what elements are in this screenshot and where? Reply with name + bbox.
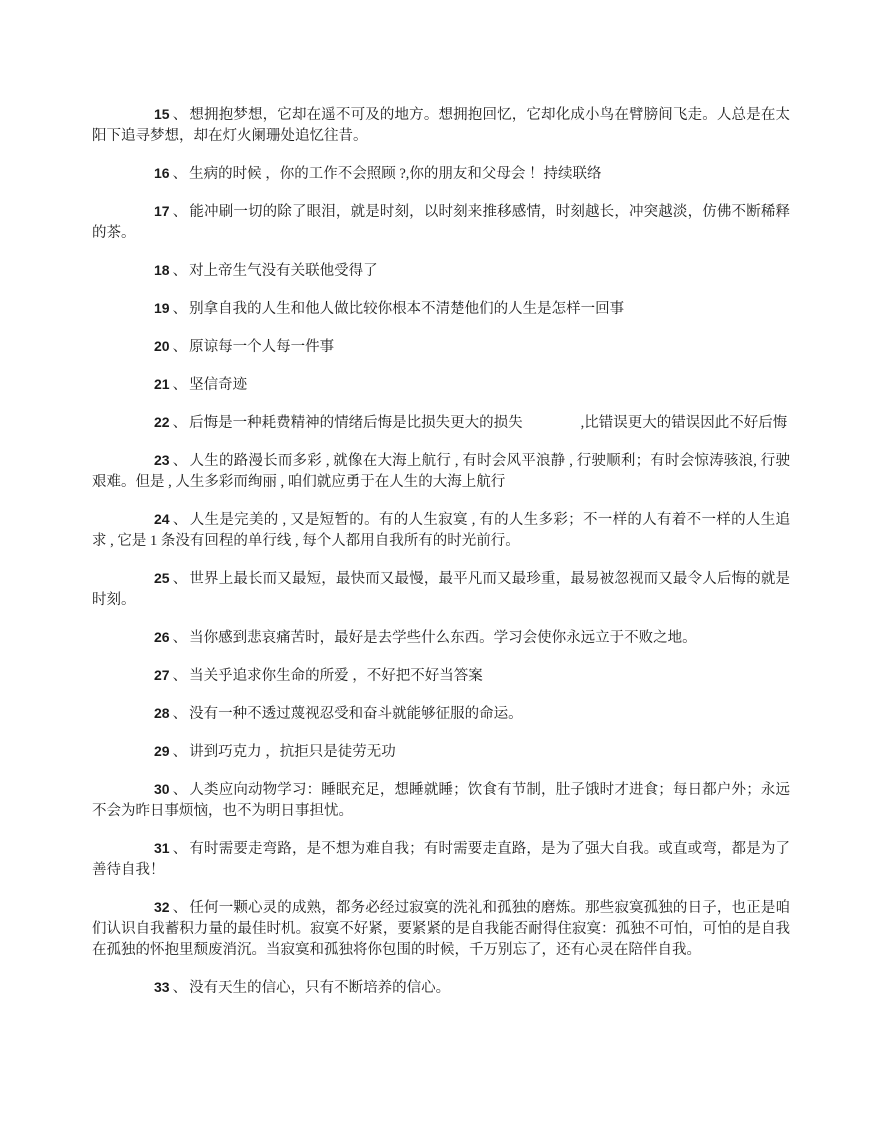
quote-number: 25 <box>154 570 170 586</box>
quote-number: 18 <box>154 262 170 278</box>
list-separator: 、 <box>172 706 188 722</box>
list-separator: 、 <box>172 415 188 431</box>
quote-item <box>92 201 790 244</box>
quote-number: 30 <box>154 781 170 797</box>
quote-text: 后悔是一种耗费精神的情绪后悔是比损失更大的损失 ,比错误更大的错误因此不好后悔 <box>189 415 788 431</box>
quote-item <box>92 450 790 493</box>
list-separator: 、 <box>172 377 188 393</box>
quote-text: 人生是完美的 , 又是短暂的。有的人生寂寞 , 有的人生多彩；不一样的人有着不一样的人生追求 , 它是 1 条没有回程的单行线 , 每个人都用自我所有的时光前行。 <box>92 512 790 549</box>
quote-item <box>92 897 790 961</box>
quote-number: 29 <box>154 743 170 759</box>
quote-text: 想拥抱梦想，它却在遥不可及的地方。想拥抱回忆，它却化成小鸟在臂膀间飞走。人总是在太阳下追寻梦想，却在灯火阑珊处追忆往昔。 <box>92 107 791 144</box>
quote-number: 15 <box>154 106 170 122</box>
quote-text: 坚信奇迹 <box>189 377 248 393</box>
quote-item <box>92 838 790 881</box>
list-separator: 、 <box>172 571 188 587</box>
quote-text: 生病的时候 ，你的工作不会照顾 ?,你的朋友和父母会 ！持续联络 <box>189 166 602 182</box>
quote-item <box>92 298 790 320</box>
quote-text: 有时需要走弯路，是不想为难自我；有时需要走直路，是为了强大自我。或直或弯，都是为了善待自我！ <box>92 841 791 878</box>
quote-text: 对上帝生气没有关联他受得了 <box>189 263 378 279</box>
quote-number: 32 <box>154 899 170 915</box>
list-separator: 、 <box>172 301 188 317</box>
quote-item <box>92 163 790 185</box>
list-separator: 、 <box>172 166 188 182</box>
quote-number: 22 <box>154 414 170 430</box>
quote-text: 人生的路漫长而多彩 , 就像在大海上航行 , 有时会风平浪静 , 行驶顺利；有时会惊涛骇浪, 行驶艰难。但是 , 人生多彩而绚丽 , 咱们就应勇于在人生的大海上航行 <box>92 453 790 490</box>
quote-text: 任何一颗心灵的成熟，都务必经过寂寞的洗礼和孤独的磨炼。那些寂寞孤独的日子，也正是咱们认识自我蓄积力量的最佳时机。寂寞不好紧，要紧紧的是自我能否耐得住寂寞：孤独不可怕，可怕的是自我在孤独的怀抱里颓废消沉。当寂寞和孤独将你包围的时候，千万别忘了，还有心灵在陪伴自我。 <box>92 900 791 958</box>
list-separator: 、 <box>172 841 188 857</box>
quote-item <box>92 977 790 999</box>
list-separator: 、 <box>172 900 188 916</box>
quote-text: 当你感到悲哀痛苦时，最好是去学些什么东西。学习会使你永远立于不败之地。 <box>189 630 697 646</box>
quote-text: 没有天生的信心，只有不断培养的信心。 <box>189 980 451 996</box>
quote-number: 16 <box>154 165 170 181</box>
quote-text: 原谅每一个人每一件事 <box>189 339 335 355</box>
quote-item <box>92 104 790 147</box>
list-separator: 、 <box>172 782 188 798</box>
quote-text: 没有一种不透过蔑视忍受和奋斗就能够征服的命运。 <box>189 706 523 722</box>
quote-item <box>92 509 790 552</box>
quote-number: 23 <box>154 452 170 468</box>
quote-item <box>92 374 790 396</box>
quote-text: 别拿自我的人生和他人做比较你根本不清楚他们的人生是怎样一回事 <box>189 301 625 317</box>
quote-number: 17 <box>154 203 170 219</box>
quote-item <box>92 627 790 649</box>
quote-item <box>92 412 790 434</box>
list-separator: 、 <box>172 630 188 646</box>
list-separator: 、 <box>172 512 188 528</box>
quote-item <box>92 665 790 687</box>
quote-number: 27 <box>154 667 170 683</box>
list-separator: 、 <box>172 263 188 279</box>
quote-item <box>92 779 790 822</box>
quote-number: 31 <box>154 840 170 856</box>
list-separator: 、 <box>172 744 188 760</box>
list-separator: 、 <box>172 668 188 684</box>
quote-number: 28 <box>154 705 170 721</box>
quote-item <box>92 260 790 282</box>
quote-number: 33 <box>154 979 170 995</box>
quote-number: 24 <box>154 511 170 527</box>
list-separator: 、 <box>172 204 188 220</box>
quote-number: 20 <box>154 338 170 354</box>
quote-number: 21 <box>154 376 170 392</box>
quote-item <box>92 703 790 725</box>
quote-item <box>92 741 790 763</box>
quote-text: 当关乎追求你生命的所爱 ，不好把不好当答案 <box>189 668 483 684</box>
quote-text: 世界上最长而又最短，最快而又最慢，最平凡而又最珍重，最易被忽视而又最令人后悔的就是时刻。 <box>92 571 791 608</box>
quote-text: 能冲刷一切的除了眼泪，就是时刻，以时刻来推移感情，时刻越长，冲突越淡，仿佛不断稀释的茶。 <box>92 204 791 241</box>
list-separator: 、 <box>172 339 188 355</box>
quote-item <box>92 568 790 611</box>
quote-number: 19 <box>154 300 170 316</box>
quote-text: 人类应向动物学习：睡眠充足，想睡就睡；饮食有节制，肚子饿时才进食；每日都户外；永远不会为昨日事烦恼，也不为明日事担忧。 <box>92 782 791 819</box>
quote-item <box>92 336 790 358</box>
list-separator: 、 <box>172 453 188 469</box>
quote-text: 讲到巧克力 ，抗拒只是徒劳无功 <box>189 744 396 760</box>
quote-number: 26 <box>154 629 170 645</box>
list-separator: 、 <box>172 980 188 996</box>
list-separator: 、 <box>172 107 188 123</box>
